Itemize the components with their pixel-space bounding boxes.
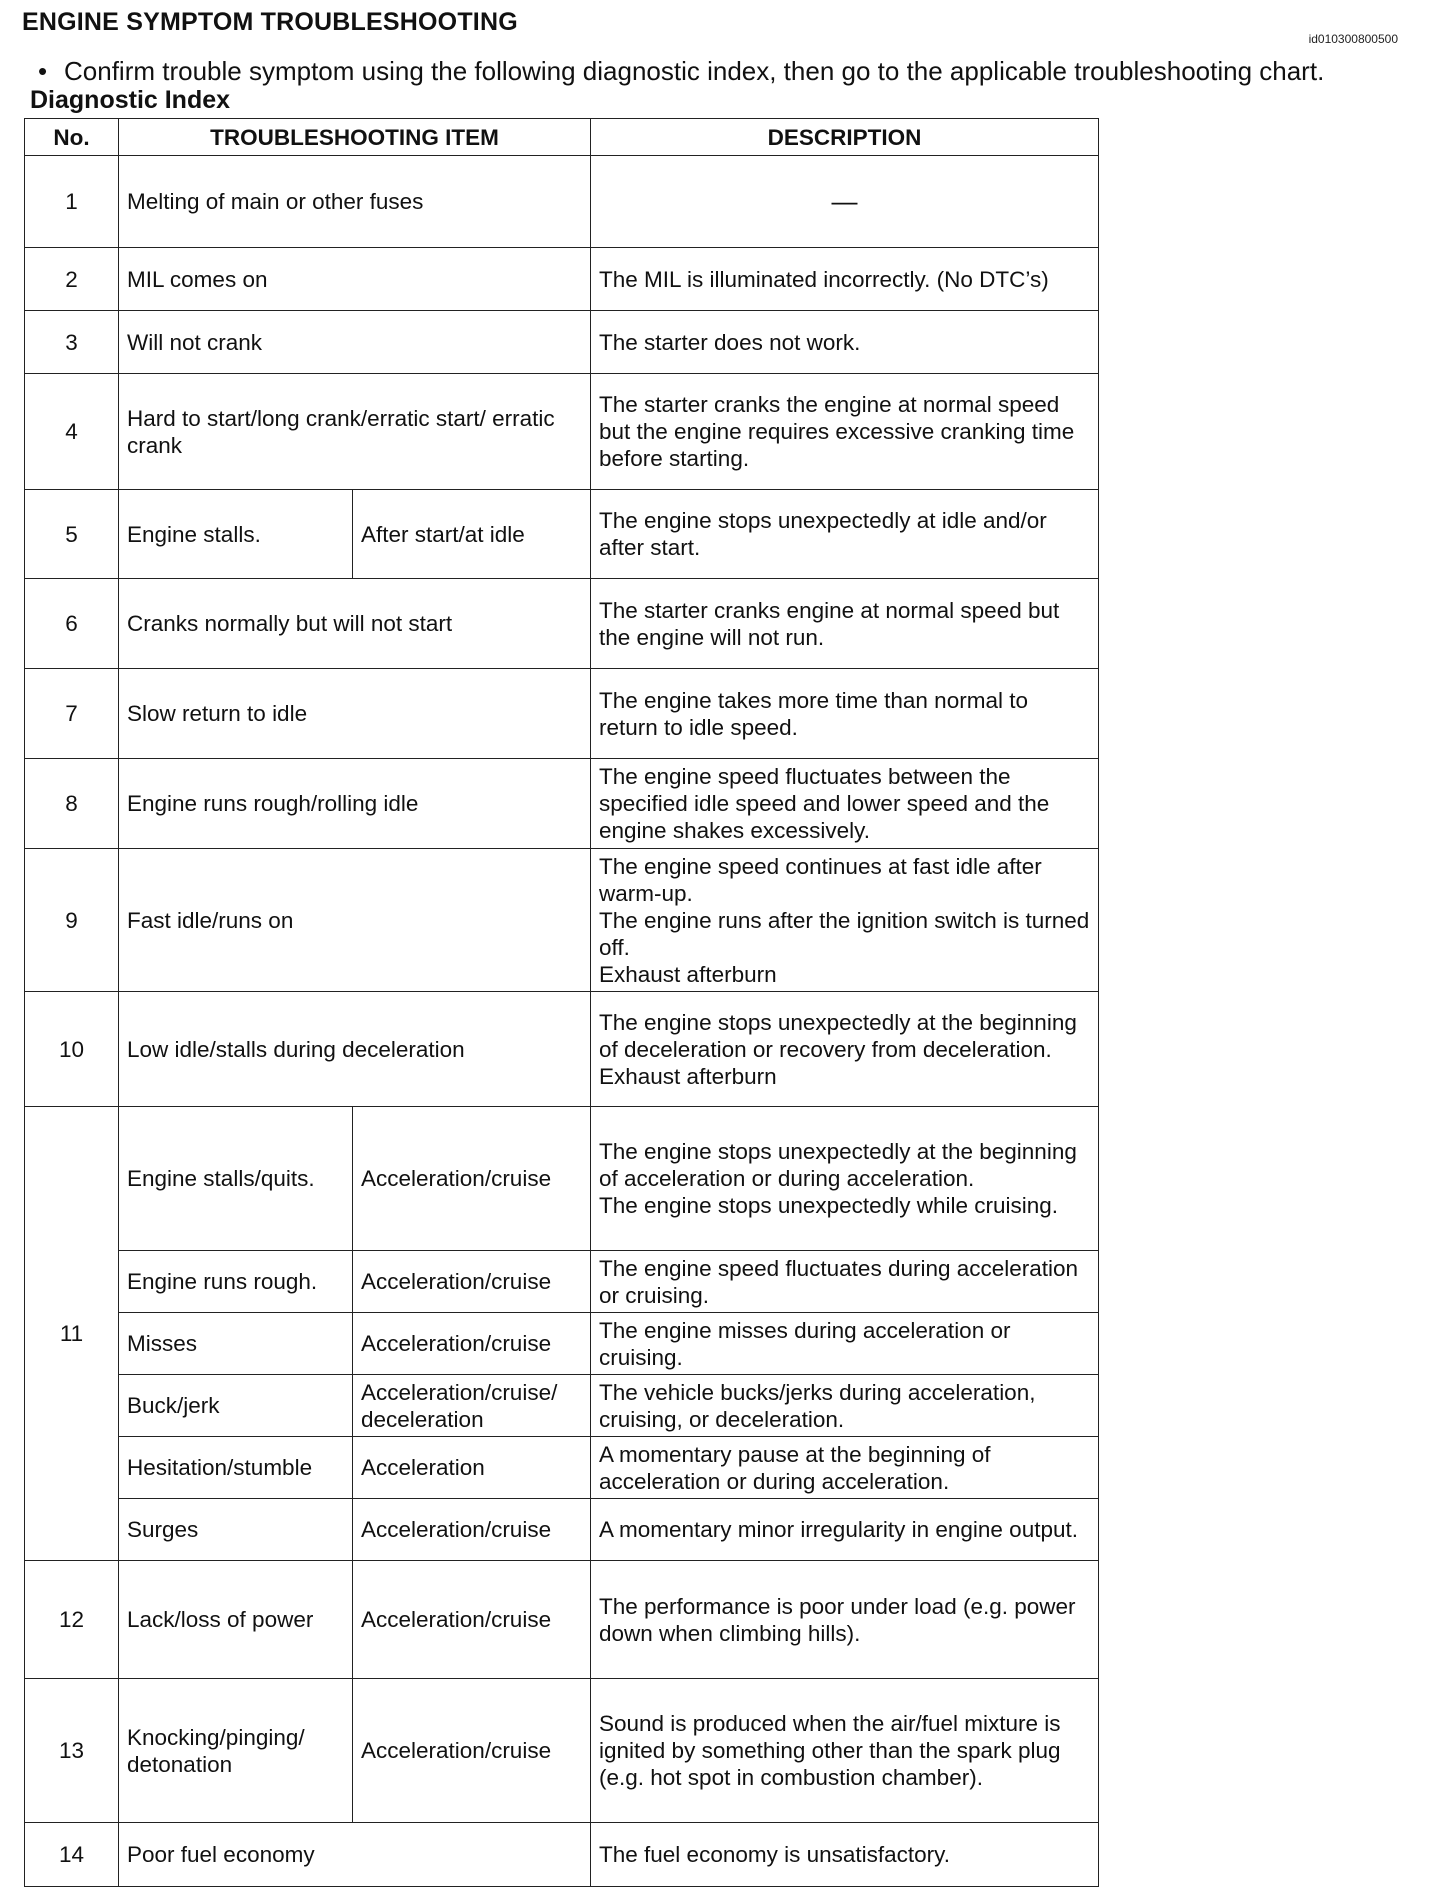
column-header-item: TROUBLESHOOTING ITEM [119,119,591,156]
diagnostic-index-table [24,118,1099,1887]
description: The engine takes more time than normal to return to idle speed. [591,669,1099,759]
description: The performance is poor under load (e.g. power down when climbing hills). [591,1561,1099,1679]
document-id: id010300800500 [1308,32,1398,46]
description: Sound is produced when the air/fuel mixture is ignited by something other than the spark plug (e.g. hot spot in combustion chamber). [591,1679,1099,1823]
table-header-row [25,119,1099,156]
table-row [25,1251,1099,1313]
row-number: 9 [25,849,119,992]
troubleshooting-item: Cranks normally but will not start [119,579,591,669]
table-row [25,579,1099,669]
row-number: 10 [25,992,119,1107]
description: The vehicle bucks/jerks during acceleration, cruising, or deceleration. [591,1375,1099,1437]
table-row [25,759,1099,849]
table-row [25,311,1099,374]
bullet-dot-icon: • [38,56,48,86]
description: The fuel economy is unsatisfactory. [591,1823,1099,1887]
troubleshooting-item: Engine runs rough. [119,1251,353,1313]
description [591,849,1099,992]
operating-condition: Acceleration/cruise/ deceleration [353,1375,591,1437]
row-number: 4 [25,374,119,490]
description: The starter cranks the engine at normal speed but the engine requires excessive cranking time before starting. [591,374,1099,490]
row-number: 5 [25,490,119,579]
table-row [25,1107,1099,1251]
operating-condition: Acceleration/cruise [353,1561,591,1679]
instruction-text: Confirm trouble symptom using the following diagnostic index, then go to the applicable troubleshooting chart. [64,56,1325,86]
troubleshooting-item: Melting of main or other fuses [119,156,591,248]
page-title: ENGINE SYMPTOM TROUBLESHOOTING [22,8,518,36]
table-row [25,156,1099,248]
troubleshooting-item: Low idle/stalls during deceleration [119,992,591,1107]
description [591,1107,1099,1251]
operating-condition: Acceleration/cruise [353,1679,591,1823]
table-row [25,490,1099,579]
description: The engine stops unexpectedly at idle and/or after start. [591,490,1099,579]
description: The starter cranks engine at normal speed but the engine will not run. [591,579,1099,669]
table-row [25,248,1099,311]
operating-condition: Acceleration/cruise [353,1313,591,1375]
row-number: 13 [25,1679,119,1823]
row-number: 2 [25,248,119,311]
troubleshooting-item: MIL comes on [119,248,591,311]
description: A momentary pause at the beginning of acceleration or during acceleration. [591,1437,1099,1499]
instruction-bullet [38,56,1324,87]
table-row [25,374,1099,490]
description: The MIL is illuminated incorrectly. (No DTC’s) [591,248,1099,311]
operating-condition: Acceleration/cruise [353,1499,591,1561]
description-line: The engine runs after the ignition switch is turned off. [599,907,1090,960]
troubleshooting-item: Slow return to idle [119,669,591,759]
operating-condition: Acceleration/cruise [353,1107,591,1251]
description-line: The engine speed continues at fast idle after warm-up. [599,853,1042,906]
table-row [25,1561,1099,1679]
description-line: Exhaust afterburn [599,961,777,987]
troubleshooting-item: Engine stalls. [119,490,353,579]
troubleshooting-item: Engine stalls/quits. [119,1107,353,1251]
troubleshooting-item: Buck/jerk [119,1375,353,1437]
description: A momentary minor irregularity in engine output. [591,1499,1099,1561]
troubleshooting-item: Knocking/pinging/ detonation [119,1679,353,1823]
description: The engine speed fluctuates between the specified idle speed and lower speed and the engine shakes excessively. [591,759,1099,849]
troubleshooting-item: Hard to start/long crank/erratic start/ erratic crank [119,374,591,490]
section-subtitle: Diagnostic Index [30,86,231,114]
table-row [25,1313,1099,1375]
operating-condition: After start/at idle [353,490,591,579]
description-line: The engine stops unexpectedly at the beginning of deceleration or recovery from deceleration. [599,1009,1077,1062]
table-row [25,1499,1099,1561]
description [591,992,1099,1107]
troubleshooting-item: Misses [119,1313,353,1375]
description-line: The engine stops unexpectedly at the beginning of acceleration or during acceleration. [599,1139,1077,1191]
table-row [25,1375,1099,1437]
troubleshooting-item: Lack/loss of power [119,1561,353,1679]
description: The starter does not work. [591,311,1099,374]
operating-condition: Acceleration [353,1437,591,1499]
row-number: 8 [25,759,119,849]
troubleshooting-item: Poor fuel economy [119,1823,591,1887]
troubleshooting-item: Will not crank [119,311,591,374]
table-row [25,669,1099,759]
description: — [591,156,1099,248]
column-header-no: No. [25,119,119,156]
description-line: The engine stops unexpectedly while cruising. [599,1193,1059,1218]
row-number: 1 [25,156,119,248]
description: The engine speed fluctuates during acceleration or cruising. [591,1251,1099,1313]
row-number: 14 [25,1823,119,1887]
table-row [25,992,1099,1107]
row-number: 12 [25,1561,119,1679]
operating-condition: Acceleration/cruise [353,1251,591,1313]
description-line: Exhaust afterburn [599,1063,777,1089]
table-row [25,1679,1099,1823]
row-number: 11 [25,1107,119,1561]
table-row [25,1437,1099,1499]
troubleshooting-item: Hesitation/stumble [119,1437,353,1499]
row-number: 7 [25,669,119,759]
table-row [25,1823,1099,1887]
troubleshooting-item: Engine runs rough/rolling idle [119,759,591,849]
table-row [25,849,1099,992]
column-header-description: DESCRIPTION [591,119,1099,156]
row-number: 6 [25,579,119,669]
description: The engine misses during acceleration or cruising. [591,1313,1099,1375]
row-number: 3 [25,311,119,374]
troubleshooting-item: Fast idle/runs on [119,849,591,992]
troubleshooting-item: Surges [119,1499,353,1561]
